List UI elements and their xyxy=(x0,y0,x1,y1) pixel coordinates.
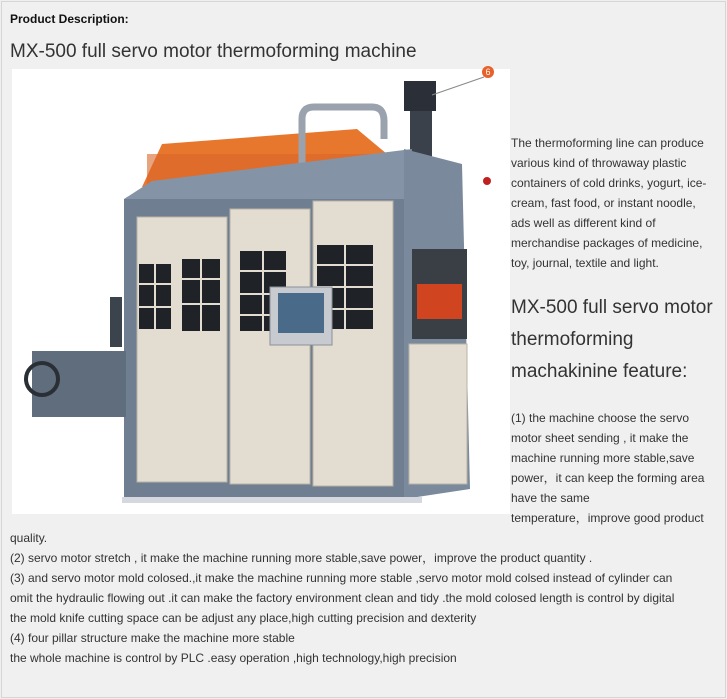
section-label: Product Description: xyxy=(10,12,129,26)
text-line: merchandise packages of medicine, xyxy=(511,236,703,250)
panel-left xyxy=(137,217,227,482)
text-line: containers of cold drinks, yogurt, ice- xyxy=(511,176,707,190)
top-motor xyxy=(404,81,436,111)
text-line: ads well as different kind of xyxy=(511,216,656,230)
intro-text xyxy=(511,133,723,273)
text-line: various kind of throwaway plastic xyxy=(511,156,687,170)
text-line: (2) servo motor stretch , it make the machine running more stable,save power，improve the product quantity . xyxy=(10,551,593,565)
text-line: motor sheet sending , it make the xyxy=(511,431,689,445)
product-title: MX-500 full servo motor thermoforming machine xyxy=(10,41,417,62)
text-line: machine running more stable,save xyxy=(511,451,695,465)
text-line: quality. xyxy=(10,531,48,545)
feature-heading xyxy=(511,292,723,388)
text-line: the mold knife cutting space can be adjust any place,high cutting precision and dexterity xyxy=(10,611,477,625)
red-mold-part xyxy=(417,284,462,319)
text-line: omit the hydraulic flowing out .it can make the factory environment clean and tidy .the mold colosed length is control by digital xyxy=(10,591,675,605)
text-line: temperature，improve good product xyxy=(511,511,704,525)
text-line: the whole machine is control by PLC .easy operation ,high technology,high precision xyxy=(10,651,457,665)
text-line: The thermoforming line can produce xyxy=(511,136,704,150)
feature-list-continued xyxy=(10,528,715,668)
text-line: cream, fast food, or instant noodle, xyxy=(511,196,696,210)
panel-middle xyxy=(230,209,310,484)
text-line: (1) the machine choose the servo xyxy=(511,411,690,425)
text-line: power，it can keep the forming area xyxy=(511,471,705,485)
heading-line: MX-500 full servo motor xyxy=(511,297,713,318)
feature-item-1 xyxy=(511,408,723,528)
text-line: have the same xyxy=(511,491,590,505)
text-line: (4) four pillar structure make the machine more stable xyxy=(10,631,295,645)
heading-line: machakinine feature: xyxy=(511,361,688,382)
machine-photo xyxy=(12,69,510,514)
callout-marker: 6 xyxy=(482,66,494,78)
sheet-feeder xyxy=(32,351,126,417)
thermoforming-machine-illustration xyxy=(12,69,510,514)
heading-line: thermoforming xyxy=(511,329,634,350)
text-line: toy, journal, textile and light. xyxy=(511,256,659,270)
text-line: (3) and servo motor mold colosed.,it make the machine running more stable ,servo motor mold colsed instead of cylinder can xyxy=(10,571,673,585)
